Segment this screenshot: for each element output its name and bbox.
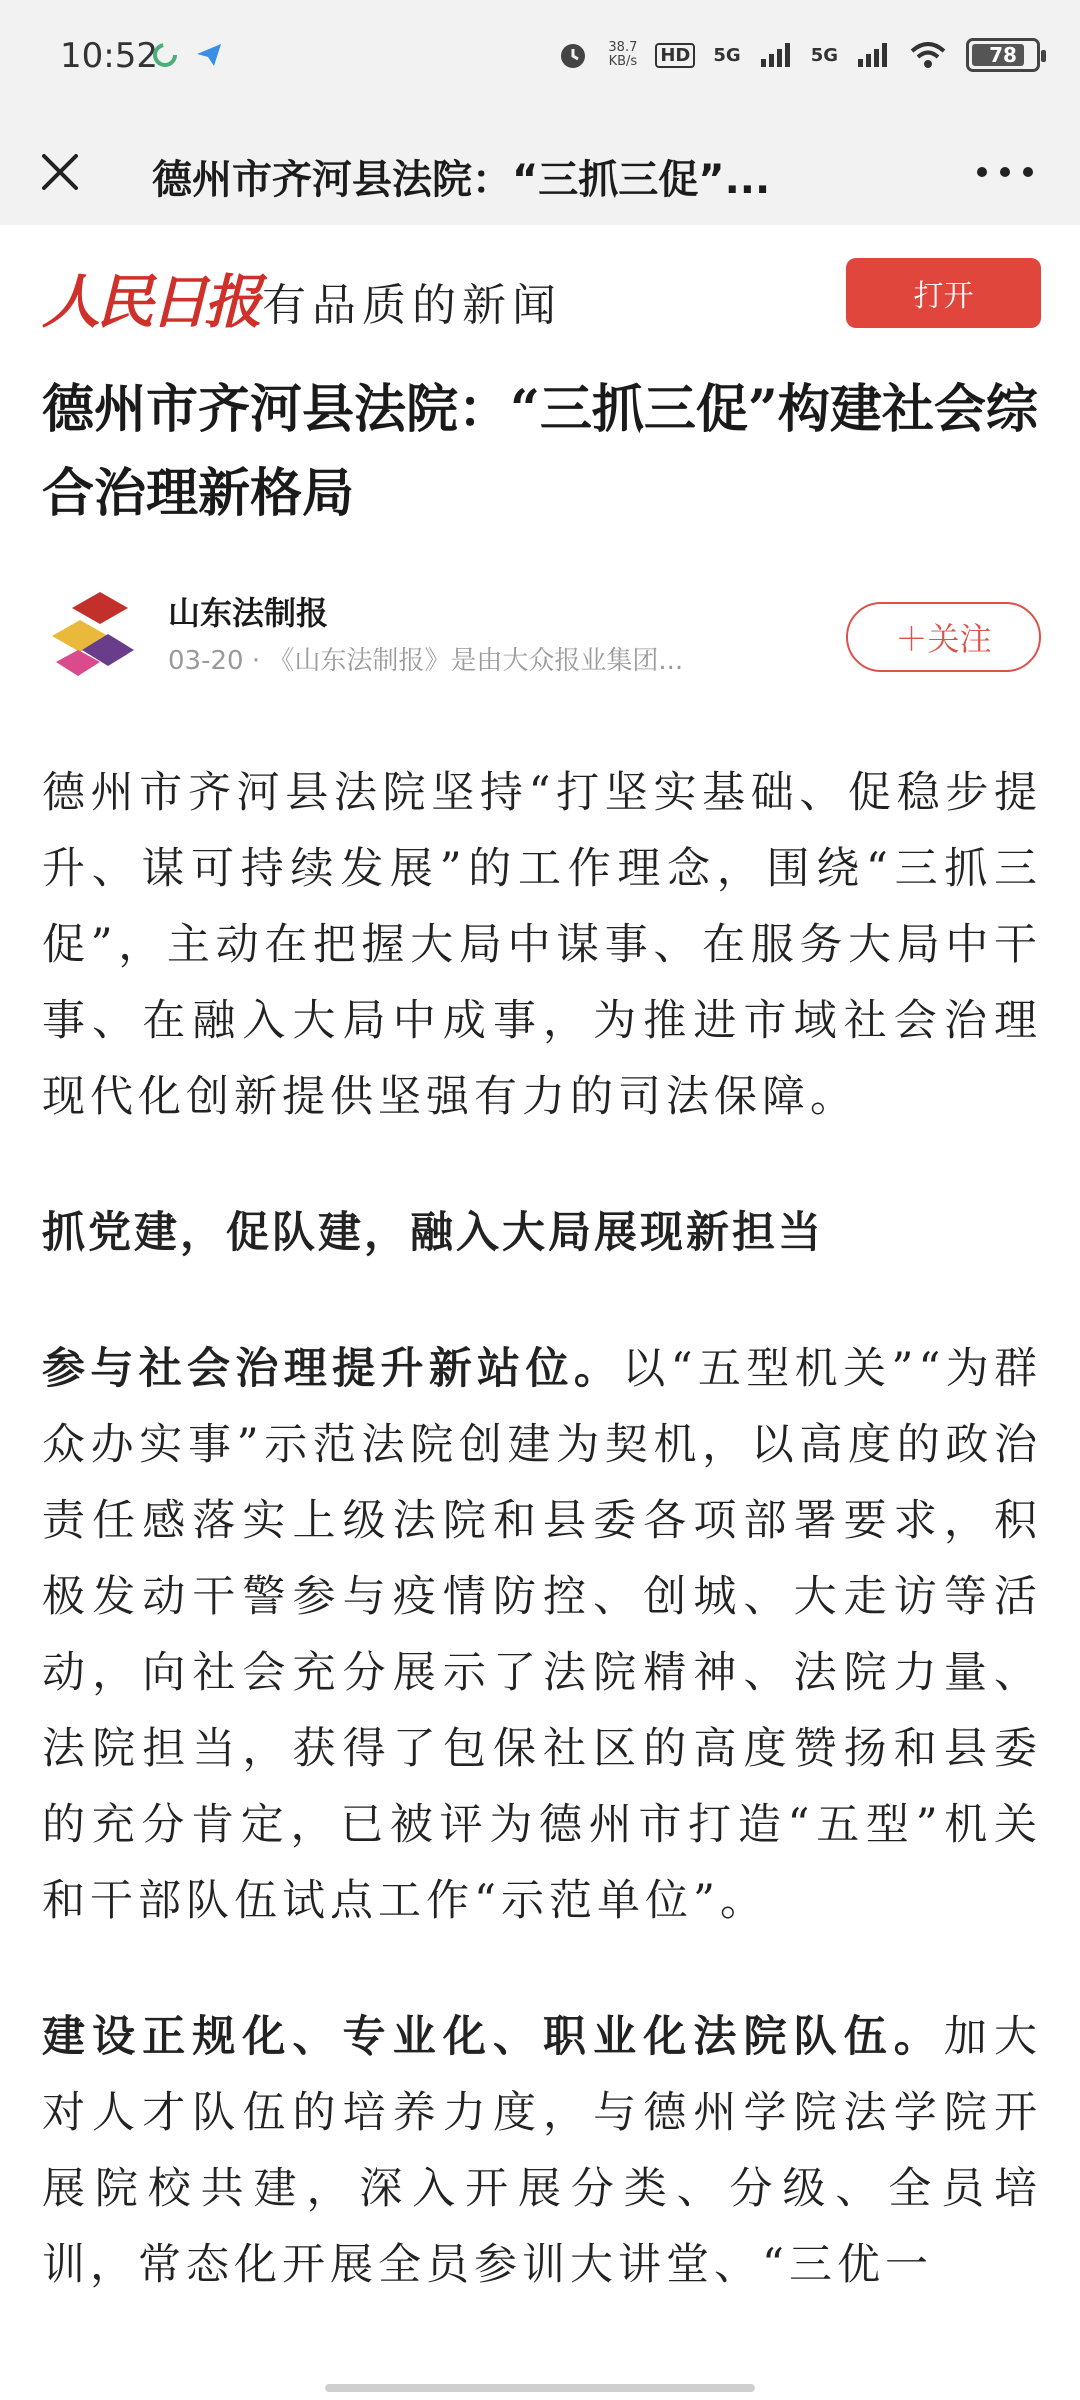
hd-indicator: HD — [655, 43, 695, 68]
wifi-icon — [908, 39, 948, 71]
paragraph-lead: 建设正规化、专业化、职业化法院队伍。 — [42, 2012, 944, 2062]
section-heading: 抓党建，促队建，融入大局展现新担当 — [42, 1208, 824, 1258]
author-meta: 03-20 · 《山东法制报》是由大众报业集团... — [168, 646, 684, 676]
status-time: 10:52 — [60, 36, 158, 76]
signal-bars-icon-2 — [856, 41, 890, 69]
peoples-daily-logo: 人民日报 — [42, 268, 259, 336]
signal-5g-label-1: 5G — [713, 44, 741, 66]
nav-bar — [0, 120, 1080, 225]
battery-indicator — [966, 38, 1040, 72]
author-name[interactable]: 山东法制报 — [168, 594, 329, 632]
close-icon[interactable] — [30, 142, 90, 202]
banner-slogan: 有品质的新闻 — [262, 280, 562, 331]
send-app-icon — [194, 40, 224, 70]
follow-button[interactable]: ＋关注 — [846, 602, 1041, 672]
alarm-icon — [556, 38, 590, 72]
article-title: 德州市齐河县法院：“三抓三促”构建社会综合治理新格局 — [42, 379, 1038, 524]
article-paragraph: 德州市齐河县法院坚持“打坚实基础、促稳步提升、谋可持续发展”的工作理念，围绕“三抓三促”，主动在把握大局中谋事、在服务大局中干事、在融入大局中成事，为推进市域社会治理现代化创新提供坚强有力的司法保障。 — [42, 768, 1042, 1122]
status-bar — [0, 0, 1080, 120]
article-paragraph — [42, 1999, 1042, 2303]
open-app-button[interactable]: 打开 — [846, 258, 1041, 328]
page-title: 德州市齐河县法院：“三抓三促”... — [152, 157, 771, 203]
home-indicator[interactable] — [325, 2384, 755, 2392]
battery-level: 78 — [989, 43, 1017, 67]
signal-5g-label-2: 5G — [810, 44, 838, 66]
paragraph-text: 加大对人才队伍的培养力度，与德州学院法学院开展院校共建，深入开展分类、分级、全员培训，常态化开展全员参训大讲堂、“三优一 — [42, 2012, 1043, 2290]
author-avatar[interactable] — [42, 588, 138, 684]
article-paragraph — [42, 1331, 1042, 1939]
author-row — [0, 580, 1080, 690]
status-notification-icons — [150, 40, 224, 70]
network-speed-unit: KB/s — [608, 54, 638, 69]
more-options-icon[interactable] — [970, 150, 1040, 194]
paragraph-lead: 参与社会治理提升新站位。 — [42, 1344, 623, 1394]
article-body — [42, 755, 1042, 2363]
signal-bars-icon-1 — [759, 41, 793, 69]
sync-app-icon — [150, 40, 180, 70]
network-speed-value: 38.7 — [608, 40, 638, 55]
paragraph-text: 以“五型机关”“为群众办实事”示范法院创建为契机，以高度的政治责任感落实上级法院和县委各项部署要求，积极发动干警参与疫情防控、创城、大走访等活动，向社会充分展示了法院精神、法院力量、法院担当，获得了包保社区的高度赞扬和县委的充分肯定，已被评为德州市打造“五型”机关和干部队伍试点工作“示范单位”。 — [42, 1344, 1043, 1926]
app-banner — [0, 225, 1080, 355]
network-speed — [608, 41, 637, 69]
status-system-icons — [556, 38, 1040, 72]
